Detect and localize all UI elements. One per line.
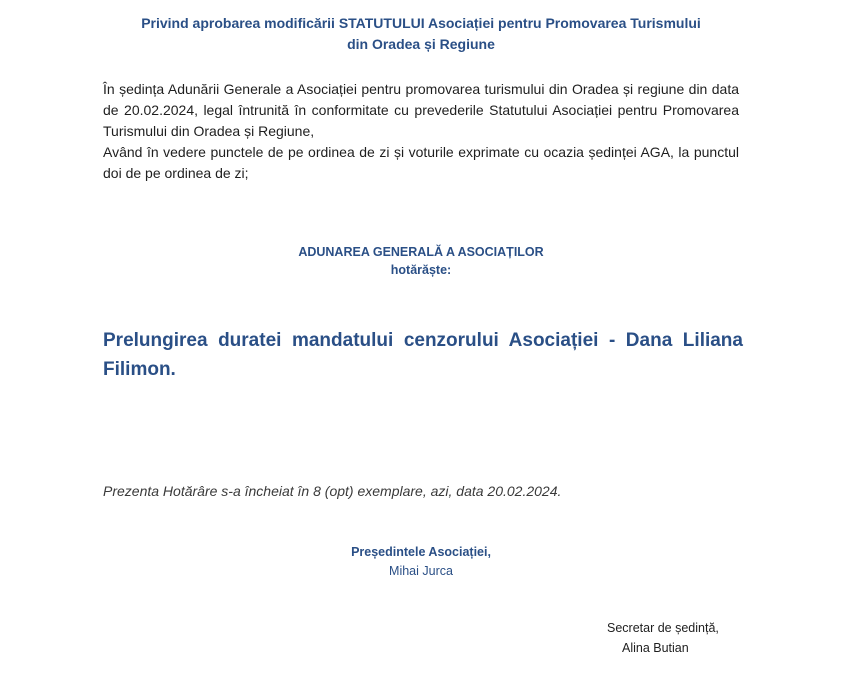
president-name: Mihai Jurca xyxy=(389,564,453,578)
secretary-name: Alina Butian xyxy=(622,641,689,655)
secretary-role: Secretar de ședință, xyxy=(607,621,719,635)
assembly-verb: hotărăște: xyxy=(390,263,452,277)
president-signature-block xyxy=(103,543,739,581)
decision-text: Prelungirea duratei mandatului cenzorului Asociației - Dana Liliana Filimon. xyxy=(103,330,743,380)
document-title xyxy=(103,13,739,55)
agenda-paragraph: Având în vedere punctele de pe ordinea de zi și voturile exprimate cu ocazia ședinței AGA, la punctul doi de pe ordinea de zi; xyxy=(103,144,739,181)
assembly-heading: ADUNAREA GENERALĂ A ASOCIAȚILOR xyxy=(298,245,544,259)
meeting-paragraph: În ședința Adunării Generale a Asociației pentru promovarea turismului din Oradea și regiune din data de 20.02.2024, legal întrunită în conformitate cu prevederile Statutului Asociației pentru Promovarea Turismului din Oradea și Regiune, xyxy=(103,81,739,139)
assembly-heading-block xyxy=(103,243,739,279)
closing-statement: Prezenta Hotărâre s-a încheiat în 8 (opt) exemplare, azi, data 20.02.2024. xyxy=(103,483,562,499)
document-title-line-1: Privind aprobarea modificării STATUTULUI Asociației pentru Promovarea Turismului xyxy=(141,15,701,31)
secretary-signature-block xyxy=(607,618,719,658)
document-title-line-2: din Oradea și Regiune xyxy=(347,36,495,52)
president-role: Președintele Asociației, xyxy=(351,545,491,559)
